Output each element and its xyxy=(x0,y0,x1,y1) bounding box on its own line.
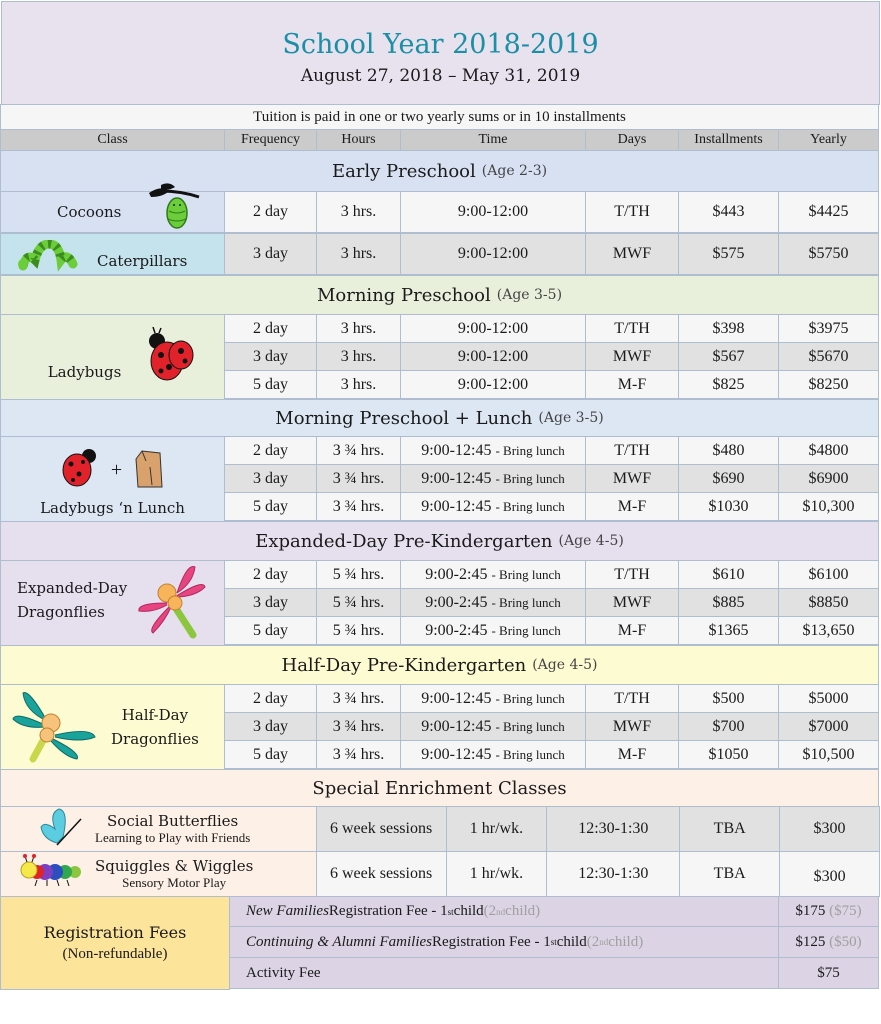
section-header-halfday-pk xyxy=(0,645,879,685)
yearly-price: $5750 xyxy=(778,233,879,275)
time: 9:00-12:45 - Bring lunch xyxy=(400,492,586,521)
section-title: Morning Preschool + Lunch xyxy=(275,407,533,429)
hours: 3 ¾ hrs. xyxy=(316,436,401,465)
header-banner xyxy=(1,1,880,105)
frequency: 2 day xyxy=(224,684,317,713)
table-row xyxy=(225,617,879,645)
fee-description: New Families Registration Fee - 1 st child (2 nd child) xyxy=(229,896,779,927)
column-header-yearly: Yearly xyxy=(778,129,879,151)
section-header-special-enrichment xyxy=(0,769,879,807)
class-name: Ladybugs xyxy=(47,363,122,381)
yearly-price: $13,650 xyxy=(778,616,879,645)
time: 9:00-12:00 xyxy=(400,314,586,343)
frequency: 5 day xyxy=(224,370,317,399)
frequency: 6 week sessions xyxy=(316,806,447,852)
class-cell-squiggles-wiggles xyxy=(0,851,317,897)
frequency: 2 day xyxy=(224,560,317,589)
table-row xyxy=(225,371,879,399)
time: 9:00-12:00 xyxy=(400,191,586,233)
class-cell-cocoons xyxy=(0,191,225,233)
fee-description: Continuing & Alumni Families Registration Fee - 1 st child (2 nd child) xyxy=(229,926,779,958)
installment-price: $690 xyxy=(678,464,779,493)
days: M-F xyxy=(585,492,679,521)
section-age: (Age 2-3) xyxy=(481,163,548,179)
time: 9:00-12:00 xyxy=(400,370,586,399)
yearly-price: $3975 xyxy=(778,314,879,343)
table-row xyxy=(225,465,879,493)
hours: 3 hrs. xyxy=(316,233,401,275)
fees-sublabel: (Non-refundable) xyxy=(62,946,168,962)
class-cell-expanded-dragonflies xyxy=(0,560,225,646)
time: 12:30-1:30 xyxy=(546,851,680,897)
time: 9:00-2:45 - Bring lunch xyxy=(400,616,586,645)
fee-amount: $75 xyxy=(778,957,879,989)
section-title: Special Enrichment Classes xyxy=(312,777,567,799)
yearly-price: $5000 xyxy=(778,684,879,713)
yearly-price: $300 xyxy=(779,851,880,897)
yearly-price: $4800 xyxy=(778,436,879,465)
time: 12:30-1:30 xyxy=(546,806,680,852)
hours: 5 ¾ hrs. xyxy=(316,588,401,617)
yearly-price: $10,300 xyxy=(778,492,879,521)
class-group-ladybugs-lunch xyxy=(1,437,880,522)
section-age: (Age 3-5) xyxy=(496,287,563,303)
lunch-bag-icon xyxy=(132,447,166,494)
class-subtitle: Learning to Play with Friends xyxy=(95,830,251,845)
days: MWF xyxy=(585,464,679,493)
class-name-line2: Dragonflies xyxy=(111,730,199,748)
hours: 3 hrs. xyxy=(316,314,401,343)
column-header-frequency: Frequency xyxy=(224,129,317,151)
days: M-F xyxy=(585,370,679,399)
table-row xyxy=(1,852,880,897)
frequency: 3 day xyxy=(224,712,317,741)
table-row xyxy=(1,234,880,276)
days: MWF xyxy=(585,588,679,617)
installment-price: $443 xyxy=(678,191,779,233)
hours: 3 ¾ hrs. xyxy=(316,464,401,493)
yearly-price: $6100 xyxy=(778,560,879,589)
section-age: (Age 3-5) xyxy=(538,410,604,426)
column-header-row xyxy=(1,130,880,151)
days: MWF xyxy=(585,342,679,371)
column-header-class: Class xyxy=(0,129,225,151)
fees-label: Registration Fees xyxy=(43,923,187,942)
fees-label-cell xyxy=(0,896,230,990)
class-group-halfday-dragonflies xyxy=(1,685,880,770)
hours: 3 hrs. xyxy=(316,342,401,371)
section-title: Early Preschool xyxy=(331,160,476,182)
days: T/TH xyxy=(585,684,679,713)
section-header-expanded-pk xyxy=(0,521,879,561)
yearly-price: $8250 xyxy=(778,370,879,399)
frequency: 3 day xyxy=(224,588,317,617)
fee-amount: $175 ($75) xyxy=(778,896,879,927)
table-row xyxy=(1,192,880,234)
hours: 1 hr/wk. xyxy=(446,806,548,852)
class-group-ladybugs xyxy=(1,315,880,400)
class-name-line2: Dragonflies xyxy=(17,603,105,621)
ladybugs-rows xyxy=(225,315,879,400)
frequency: 5 day xyxy=(224,616,317,645)
frequency: 2 day xyxy=(224,436,317,465)
rainbow-caterpillar-icon xyxy=(19,854,83,895)
class-name: Cocoons xyxy=(57,203,122,221)
time: 9:00-12:45 - Bring lunch xyxy=(400,684,586,713)
section-header-morning-preschool xyxy=(0,275,879,315)
frequency: 2 day xyxy=(224,191,317,233)
fee-description: Activity Fee xyxy=(229,957,779,989)
lunch-rows xyxy=(225,437,879,522)
pink-dragonfly-icon xyxy=(137,563,207,644)
fees-rows xyxy=(230,897,880,990)
frequency: 6 week sessions xyxy=(316,851,447,897)
yearly-price: $300 xyxy=(779,806,880,852)
yearly-price: $10,500 xyxy=(778,740,879,769)
class-cell-ladybugs xyxy=(0,314,225,400)
class-cell-caterpillars xyxy=(0,233,225,275)
frequency: 3 day xyxy=(224,342,317,371)
days: MWF xyxy=(585,233,679,275)
section-title: Half-Day Pre-Kindergarten xyxy=(281,654,527,676)
days: T/TH xyxy=(585,314,679,343)
caterpillar-icon xyxy=(17,240,79,277)
class-name: Ladybugs ‘n Lunch xyxy=(40,498,185,517)
hours: 3 hrs. xyxy=(316,370,401,399)
table-row xyxy=(225,315,879,343)
class-name: Squiggles & Wiggles xyxy=(95,857,254,875)
plus-sign: + xyxy=(110,458,123,481)
fee-row xyxy=(230,897,880,927)
halfday-rows xyxy=(225,685,879,770)
cocoon-icon xyxy=(147,183,203,234)
column-header-installments: Installments xyxy=(678,129,779,151)
school-year-dates: August 27, 2018 – May 31, 2019 xyxy=(300,65,581,86)
installment-price: $575 xyxy=(678,233,779,275)
class-cell-ladybugs-lunch xyxy=(0,436,225,522)
frequency: 5 day xyxy=(224,740,317,769)
installment-price: $700 xyxy=(678,712,779,741)
yearly-price: $4425 xyxy=(778,191,879,233)
column-header-hours: Hours xyxy=(316,129,401,151)
table-row xyxy=(225,685,879,713)
time: 9:00-12:00 xyxy=(400,342,586,371)
registration-fees xyxy=(1,897,880,990)
section-age: (Age 4-5) xyxy=(532,657,598,673)
fee-row xyxy=(230,958,880,989)
hours: 3 ¾ hrs. xyxy=(316,740,401,769)
hours: 3 ¾ hrs. xyxy=(316,492,401,521)
hours: 3 hrs. xyxy=(316,191,401,233)
time: 9:00-2:45 - Bring lunch xyxy=(400,560,586,589)
hours: 5 ¾ hrs. xyxy=(316,616,401,645)
table-row xyxy=(225,437,879,465)
hours: 1 hr/wk. xyxy=(446,851,548,897)
fee-row xyxy=(230,927,880,958)
time: 9:00-12:45 - Bring lunch xyxy=(400,436,586,465)
time: 9:00-12:45 - Bring lunch xyxy=(400,712,586,741)
installment-price: $885 xyxy=(678,588,779,617)
yearly-price: $6900 xyxy=(778,464,879,493)
table-row xyxy=(1,807,880,852)
class-name: Caterpillars xyxy=(97,252,188,270)
teal-dragonfly-icon xyxy=(11,687,97,768)
class-subtitle: Sensory Motor Play xyxy=(122,875,227,890)
class-name: Social Butterflies xyxy=(107,812,239,830)
table-row xyxy=(225,561,879,589)
table-row xyxy=(225,493,879,521)
frequency: 2 day xyxy=(224,314,317,343)
yearly-price: $8850 xyxy=(778,588,879,617)
installment-price: $1365 xyxy=(678,616,779,645)
hours: 3 ¾ hrs. xyxy=(316,684,401,713)
time: 9:00-2:45 - Bring lunch xyxy=(400,588,586,617)
yearly-price: $5670 xyxy=(778,342,879,371)
days: T/TH xyxy=(585,436,679,465)
installment-price: $398 xyxy=(678,314,779,343)
days: T/TH xyxy=(585,560,679,589)
installment-price: $610 xyxy=(678,560,779,589)
ladybug-icon xyxy=(141,327,197,388)
frequency: 3 day xyxy=(224,464,317,493)
time: 9:00-12:00 xyxy=(400,233,586,275)
installment-price: $480 xyxy=(678,436,779,465)
class-group-expanded-dragonflies xyxy=(1,561,880,646)
butterfly-icon xyxy=(39,807,83,852)
days: TBA xyxy=(679,806,780,852)
fee-amount: $125 ($50) xyxy=(778,926,879,958)
section-header-morning-lunch xyxy=(0,399,879,437)
installment-price: $1050 xyxy=(678,740,779,769)
hours: 3 ¾ hrs. xyxy=(316,712,401,741)
yearly-price: $7000 xyxy=(778,712,879,741)
days: TBA xyxy=(679,851,780,897)
installment-price: $567 xyxy=(678,342,779,371)
tuition-note: Tuition is paid in one or two yearly sums or in 10 installments xyxy=(0,104,879,130)
class-name-line1: Half-Day xyxy=(121,706,189,724)
installment-price: $1030 xyxy=(678,492,779,521)
table-row xyxy=(225,713,879,741)
days: M-F xyxy=(585,616,679,645)
frequency: 5 day xyxy=(224,492,317,521)
section-title: Morning Preschool xyxy=(316,284,491,306)
section-title: Expanded-Day Pre-Kindergarten xyxy=(255,530,553,552)
table-row xyxy=(225,741,879,769)
installment-price: $500 xyxy=(678,684,779,713)
time: 9:00-12:45 - Bring lunch xyxy=(400,740,586,769)
table-row xyxy=(225,343,879,371)
days: MWF xyxy=(585,712,679,741)
class-name-line1: Expanded-Day xyxy=(17,579,128,597)
class-cell-social-butterflies xyxy=(0,806,317,852)
section-header-early-preschool xyxy=(0,150,879,192)
installment-price: $825 xyxy=(678,370,779,399)
table-row xyxy=(225,589,879,617)
frequency: 3 day xyxy=(224,233,317,275)
days: T/TH xyxy=(585,191,679,233)
column-header-time: Time xyxy=(400,129,586,151)
expanded-rows xyxy=(225,561,879,646)
section-age: (Age 4-5) xyxy=(558,533,624,549)
column-header-days: Days xyxy=(585,129,679,151)
page-title: School Year 2018-2019 xyxy=(282,28,599,60)
time: 9:00-12:45 - Bring lunch xyxy=(400,464,586,493)
ladybug-icon xyxy=(59,446,101,495)
days: M-F xyxy=(585,740,679,769)
hours: 5 ¾ hrs. xyxy=(316,560,401,589)
tuition-sheet xyxy=(1,1,880,990)
class-cell-halfday-dragonflies xyxy=(0,684,225,770)
